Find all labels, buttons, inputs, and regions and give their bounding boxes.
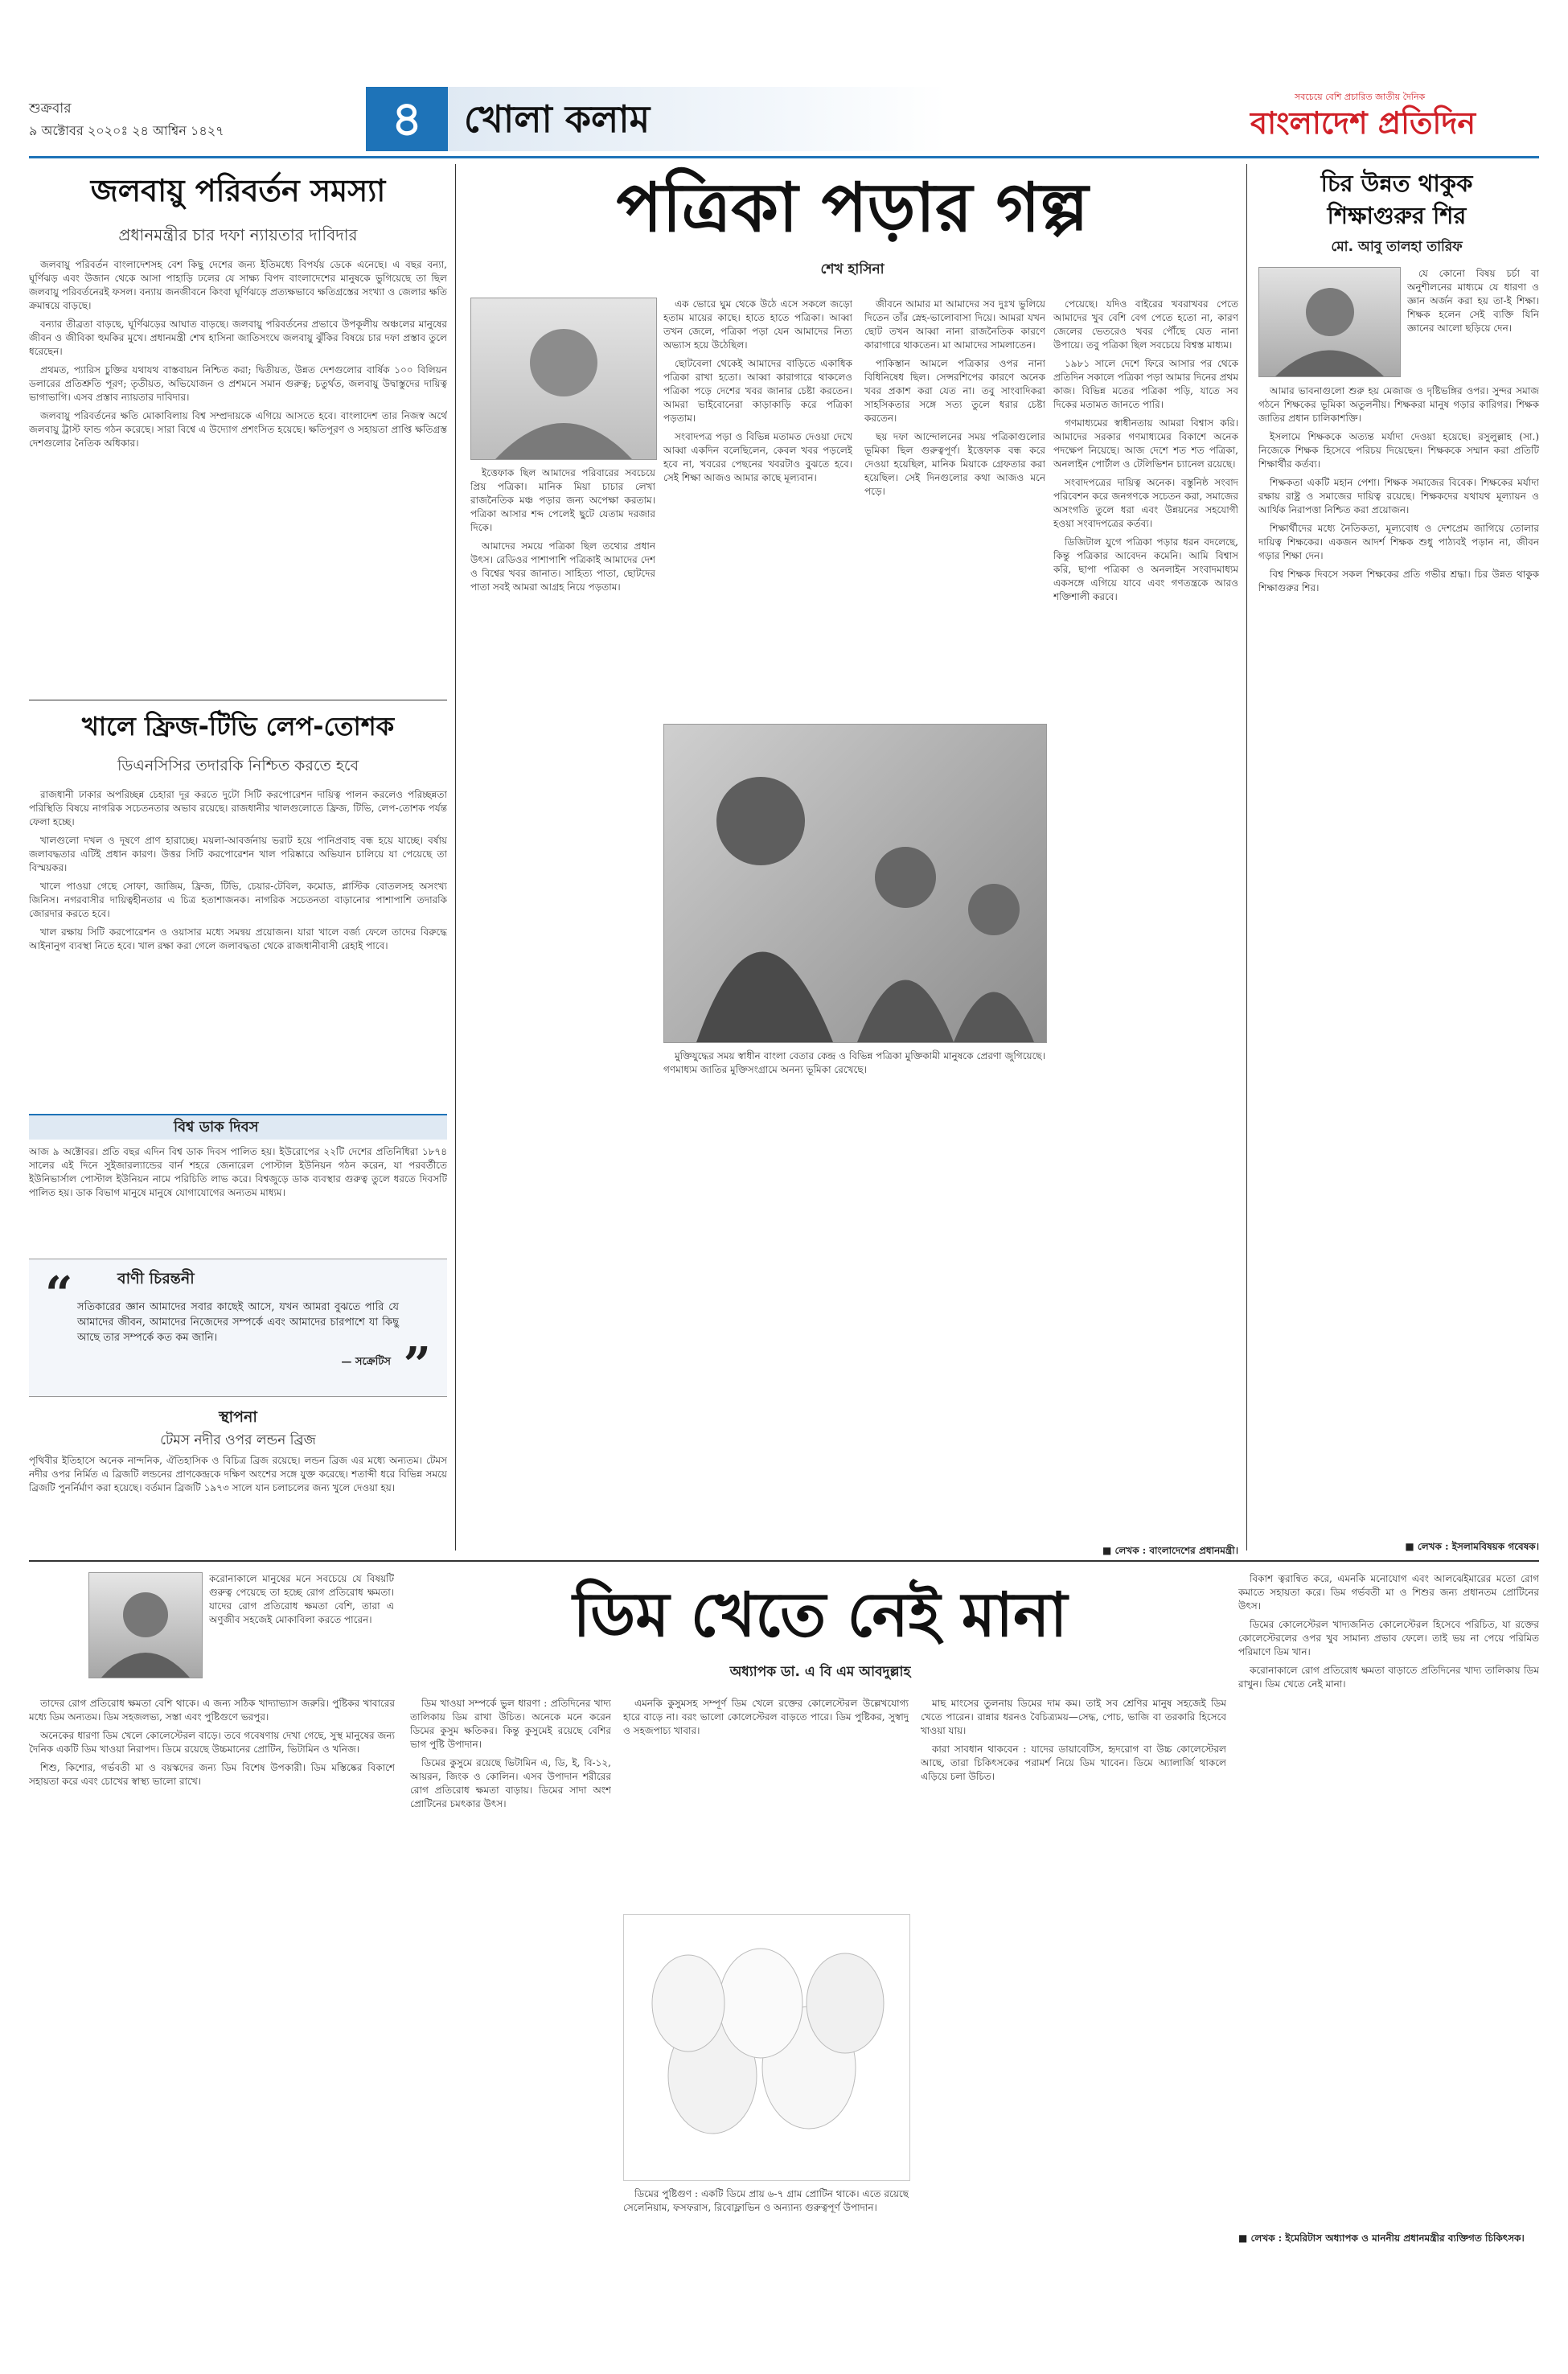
paragraph: সংবাদপত্রের দায়িত্ব অনেক। বস্তুনিষ্ঠ সংবাদ পরিবেশন করে জনগণকে সচেতন করা, সমাজের অসংগতি তুলে ধরা এবং উন্নয়নের সহযোগী হওয়া সংবাদপত্রের কর্তব্য। [1053, 477, 1238, 529]
column-divider [1246, 164, 1247, 1550]
quote-title: বাণী চিরন্তনী [117, 1270, 195, 1288]
portrait-icon [471, 298, 656, 459]
paragraph: খাল রক্ষায় সিটি করপোরেশন ও ওয়াসার মধ্যে সমন্বয় প্রয়োজন। যারা খালে বর্জ্য ফেলে তাদের বিরুদ্ধে আইনানুগ ব্যবস্থা নিতে হবে। খাল রক্ষা করা গেলে জলাবদ্ধতা থেকে রাজধানীবাসী রেহাই পাবে। [29, 926, 447, 951]
postal-title: বিশ্ব ডাক দিবস [174, 1119, 259, 1136]
eggs-col3-bottom [623, 2187, 909, 2260]
eggs-icon [624, 1915, 909, 2180]
teachers-headline-1: চির উন্নত থাকুক [1320, 170, 1473, 197]
paragraph: শিক্ষার্থীদের মধ্যে নৈতিকতা, মূল্যবোধ ও দেশপ্রেম জাগিয়ে তোলার দায়িত্ব শিক্ষকের। একজন আদর্শ শিক্ষক শুধু পাঠ্যবই পড়ান না, জীবন গড়ার শিক্ষা দেন। [1258, 523, 1539, 561]
paragraph: ডিমের পুষ্টিগুণ : একটি ডিমে প্রায় ৬-৭ গ্রাম প্রোটিন থাকে। এতে রয়েছে সেলেনিয়াম, ফসফরাস, রিবোফ্লাভিন ও অন্যান্য গুরুত্বপূর্ণ উপাদান। [623, 2188, 909, 2213]
paragraph: ছয় দফা আন্দোলনের সময় পত্রিকাগুলোর ভূমিকা ছিল গুরুত্বপূর্ণ। ইত্তেফাক বন্ধ করে দেওয়া হয়েছিল, মানিক মিয়াকে গ্রেফতার করা হয়েছিল। সেই দিনগুলোর কথা আজও মনে পড়ে। [864, 431, 1045, 497]
teacher-author-photo [1258, 267, 1401, 377]
paragraph: জলবায়ু পরিবর্তনের ক্ষতি মোকাবিলায় বিশ্ব সম্প্রদায়কে এগিয়ে আসতে হবে। বাংলাদেশ তার নিজস্ব অর্থে জলবায়ু ট্রাস্ট ফান্ড গঠন করেছে। সারা বিশ্বে এ উদ্যোগ প্রশংসিত হয়েছে। ক্ষতিপূরণ ও সহায়তা প্রাপ্তি ক্ষতিগ্রস্ত দেশগুলোর নৈতিক অধিকার। [29, 410, 447, 449]
main-col2-top [864, 298, 1045, 724]
climate-headline: জলবায়ু পরিবর্তন সমস্যা [90, 173, 386, 208]
main-author-note: ■ লেখক : বাংলাদেশের প্রধানমন্ত্রী। [1102, 1545, 1238, 1556]
eggs-col4 [921, 1697, 1226, 2252]
paragraph: ১৯৮১ সালে দেশে ফিরে আসার পর থেকে প্রতিদিন সকালে পত্রিকা পড়া আমার দিনের প্রথম কাজ। বিভিন্ন মতের পত্রিকা পড়ি, যাতে সব দিকের মতামত জানতে পারি। [1053, 358, 1238, 410]
paragraph: মুক্তিযুদ্ধের সময় স্বাধীন বাংলা বেতার কেন্দ্র ও বিভিন্ন পত্রিকা মুক্তিকামী মানুষকে প্রেরণা জুগিয়েছে। গণমাধ্যম জাতির মুক্তিসংগ্রামে অনন্য ভূমিকা রেখেছে। [663, 1050, 1045, 1075]
main-col3 [1053, 298, 1238, 1552]
eggs-col1 [29, 1697, 395, 2252]
portrait-icon [1259, 268, 1400, 376]
paragraph: সংবাদপত্র পড়া ও বিভিন্ন মতামত দেওয়া দেখে আব্বা একদিন বলেছিলেন, কেবল খবর পড়লেই হবে না, খবরের পেছনের খবরটাও বুঝতে হবে। সেই শিক্ষা আজও আমার কাছে মূল্যবান। [663, 431, 852, 483]
postal-body: আজ ৯ অক্টোবর। প্রতি বছর এদিন বিশ্ব ডাক দিবস পালিত হয়। ইউরোপের ২২টি দেশের প্রতিনিধিরা ১৮৭৪ সালের এই দিনে সুইজারল্যান্ডের বার্ন শহরে জেনারেল পোস্টাল ইউনিয়ন গঠন করেন, যা পরবর্তীতে ইউনিভার্সাল পোস্টাল ইউনিয়ন নামে পরিচিতি লাভ করে। বিশ্বজুড়ে ডাক ব্যবস্থার গুরুত্ব তুলে ধরতে দিবসটি পালিত হয়। ডাক বিভাগ মানুষে মানুষে যোগাযোগের অন্যতম মাধ্যম। [29, 1146, 447, 1198]
column-divider [455, 164, 456, 1550]
paragraph: করোনাকালে রোগ প্রতিরোধ ক্ষমতা বাড়াতে প্রতিদিনের খাদ্য তালিকায় ডিম রাখুন। ডিম খেতে নেই মানা। [1238, 1665, 1539, 1690]
climate-body [29, 258, 447, 709]
arch-title: স্থাপনা [219, 1408, 257, 1426]
paragraph: জীবনে আমার মা আমাদের সব দুঃখ ভুলিয়ে দিতেন তাঁর স্নেহ-ভালোবাসা দিয়ে। আমরা যখন ছোট তখন আব্বা নানা রাজনৈতিক কারণে কারাগারে থাকতেন। মা আমাদের সামলাতেন। [864, 298, 1045, 351]
eggs-photo [623, 1914, 910, 2181]
eggs-headline: ডিম খেতে নেই মানা [573, 1579, 1068, 1650]
header-day: শুক্রবার [29, 101, 72, 117]
page-number: ৪ [391, 91, 423, 147]
teachers-author-note: ■ লেখক : ইসলামবিষয়ক গবেষক। [1405, 1541, 1539, 1552]
eggs-col3-top [623, 1697, 909, 1906]
section-divider [29, 1560, 1539, 1562]
fridge-body [29, 788, 447, 1126]
teachers-headline-2: শিক্ষাগুরুর শির [1327, 202, 1467, 229]
paragraph: গণমাধ্যমের স্বাধীনতায় আমরা বিশ্বাস করি। আমাদের সরকার গণমাধ্যমের বিকাশে অনেক পদক্ষেপ নিয়েছে। আজ দেশে শত শত পত্রিকা, অনলাইন পোর্টাল ও টেলিভিশন চ্যানেল রয়েছে। [1053, 417, 1238, 470]
paragraph: বন্যার তীব্রতা বাড়ছে, ঘূর্ণিঝড়ের আঘাত বাড়ছে। জলবায়ু পরিবর্তনের প্রভাবে উপকূলীয় অঞ্চলের মানুষের জীবন ও জীবিকা হুমকির মুখে। প্রধানমন্ত্রী শেখ হাসিনা জাতিসংঘে জলবায়ু ঝুঁকির বিষয়ে চার দফা প্রস্তাব তুলে ধরেছেন। [29, 318, 447, 357]
main-col1-bottom [470, 466, 655, 1544]
eggs-author-note: ■ লেখক : ইমেরিটাস অধ্যাপক ও মাননীয় প্রধানমন্ত্রীর ব্যক্তিগত চিকিৎসক। [1238, 2232, 1525, 2244]
quote-box [29, 1259, 447, 1397]
postal-title-bar [29, 1114, 447, 1140]
paragraph: প্রথমত, প্যারিস চুক্তির যথাযথ বাস্তবায়ন নিশ্চিত করা; দ্বিতীয়ত, উন্নত দেশগুলোর বার্ষিক ১০০ বিলিয়ন ডলারের প্রতিশ্রুতি পূরণ; তৃতীয়ত, অভিযোজন ও প্রশমনে সমান গুরুত্ব; চতুর্থত, জলবায়ু উদ্বাস্তুদের দায়িত্ব ভাগাভাগি। এসব প্রস্তাব ন্যায়তার দাবিদার। [29, 364, 447, 403]
family-photo [663, 724, 1047, 1043]
paragraph: ডিমের কোলেস্টেরল খাদ্যজনিত কোলেস্টেরল হিসেবে পরিচিত, যা রক্তের কোলেস্টেরলের ওপর খুব সামান্য প্রভাব ফেলে। তাই ভয় না পেয়ে পরিমিত পরিমাণে ডিম খান। [1238, 1619, 1539, 1657]
eggs-author-photo [88, 1572, 203, 1678]
paragraph: শিক্ষকতা একটি মহান পেশা। শিক্ষক সমাজের বিবেক। শিক্ষকের মর্যাদা রক্ষায় রাষ্ট্র ও সমাজের দায়িত্ব রয়েছে। শিক্ষকদের যথাযথ মূল্যায়ন ও আর্থিক নিরাপত্তা নিশ্চিত করা প্রয়োজন। [1258, 477, 1539, 515]
section-name: খোলা কলাম [464, 97, 651, 141]
section-banner [448, 87, 946, 151]
eggs-col2 [410, 1697, 611, 2252]
paragraph: ইত্তেফাক ছিল আমাদের পরিবারের সবচেয়ে প্রিয় পত্রিকা। মানিক মিয়া চাচার লেখা রাজনৈতিক মঞ্চ পড়ার জন্য অপেক্ষা করতাম। পত্রিকা আসার শব্দ পেলেই ছুটে যেতাম দরজার দিকে। [470, 467, 655, 533]
quote-text: সতিকারের জ্ঞান আমাদের সবার কাছেই আসে, যখন আমরা বুঝতে পারি যে আমাদের জীবন, আমাদের নিজেদের সম্পর্কে এবং আমাদের চারপাশে যা কিছু আছে তার সম্পর্কে কত কম জানি। [77, 1301, 399, 1344]
eggs-intro: করোনাকালে মানুষের মনে সবচেয়ে যে বিষয়টি গুরুত্ব পেয়েছে তা হচ্ছে রোগ প্রতিরোধ ক্ষমতা। যাদের রোগ প্রতিরোধ ক্ষমতা বেশি, তারা এ অণুজীব সহজেই মোকাবিলা করতে পারেন। [209, 1573, 394, 1625]
paragraph: ডিম খাওয়া সম্পর্কে ভুল ধারণা : প্রতিদিনের খাদ্য তালিকায় ডিম রাখা উচিত। অনেকে মনে করেন ডিমের কুসুম ক্ষতিকর। কিন্তু কুসুমেই রয়েছে বেশির ভাগ পুষ্টি উপাদান। [410, 1698, 611, 1750]
fridge-subhead: ডিএনসিসির তদারকি নিশ্চিত করতে হবে [117, 757, 359, 774]
main-col1-top [663, 298, 852, 619]
teachers-byline: মো. আবু তালহা তারিফ [1331, 239, 1463, 255]
paragraph: ডিমের কুসুমে রয়েছে ভিটামিন এ, ডি, ই, বি-১২, আয়রন, জিংক ও কোলিন। এসব উপাদান শরীরের রোগ প্রতিরোধ ক্ষমতা বাড়ায়। ডিমের সাদা অংশ প্রোটিনের চমৎকার উৎস। [410, 1757, 611, 1809]
paragraph: রাজধানী ঢাকার অপরিচ্ছন্ন চেহারা দূর করতে দুটো সিটি করপোরেশন দায়িত্ব পালন করলেও পরিচ্ছন্নতা পরিস্থিতি বিষয়ে নাগরিক সচেতনতার অভাব রয়েছে। রাজধানীর খালগুলোতে ফ্রিজ, টিভি, লেপ-তোশক পর্যন্ত ফেলা হচ্ছে। [29, 789, 447, 828]
teachers-body-top [1407, 267, 1539, 380]
main-byline: শেখ হাসিনা [820, 261, 885, 277]
paragraph: এমনকি কুসুমসহ সম্পূর্ণ ডিম খেলে রক্তের কোলেস্টেরল উল্লেখযোগ্য হারে বাড়ে না। বরং ভালো কোলেস্টেরল বাড়তে পারে। ডিম পুষ্টিকর, সুস্বাদু ও সহজপাচ্য খাবার। [623, 1698, 909, 1736]
paragraph: পাকিস্তান আমলে পত্রিকার ওপর নানা বিধিনিষেধ ছিল। সেন্সরশিপের কারণে অনেক খবর প্রকাশ করা যেত না। তবু সাংবাদিকরা সাহসিকতার সঙ্গে সত্য তুলে ধরার চেষ্টা করতেন। [864, 358, 1045, 424]
paragraph: জলবায়ু পরিবর্তন বাংলাদেশসহ বেশ কিছু দেশের জন্য ইতিমধ্যে বিপর্যয় ডেকে এনেছে। এ বছর বন্যা, ঘূর্ণিঝড় এবং উজান থেকে আসা পাহাড়ি ঢলের যে সাক্ষ্য বিপদ বাংলাদেশের মানুষকে ভুগিয়েছে তা ছিল জলবায়ু পরিবর্তনেরই ফসল। বন্যায় জনজীবনে কিংবা ঘূর্ণিঝড়ে প্রত্যক্ষভাবে ক্ষতিগ্রস্তের সংখ্যা ও জেলার ক্ষতি ক্রমান্বয়ে বাড়ছে। [29, 259, 447, 311]
eggs-col5 [1238, 1572, 1539, 2224]
main-headline: পত্রিকা পড়ার গল্প [616, 168, 1089, 247]
portrait-icon [89, 1573, 202, 1678]
paragraph: কারা সাবধান থাকবেন : যাদের ডায়াবেটিস, হৃদরোগ বা উচ্চ কোলেস্টেরল আছে, তারা চিকিৎসকের পরামর্শ নিয়ে ডিম খাবেন। ডিমে অ্যালার্জি থাকলে এড়িয়ে চলা উচিত। [921, 1744, 1226, 1782]
arch-body: পৃথিবীর ইতিহাসে অনেক নান্দনিক, ঐতিহাসিক ও বিচিত্র ব্রিজ রয়েছে। লন্ডন ব্রিজ এর মধ্যে অন্যতম। টেমস নদীর ওপর নির্মিত এ ব্রিজটি লন্ডনের প্রাণকেন্দ্রকে দক্ষিণ অংশের সঙ্গে যুক্ত করেছে। শতাব্দী ধরে বিভিন্ন সময়ে ব্রিজটি পুনর্নির্মাণ করা হয়েছে। বর্তমান ব্রিজটি ১৯৭৩ সালে যান চলাচলের জন্য খুলে দেওয়া হয়। [29, 1455, 447, 1493]
paragraph: তাদের রোগ প্রতিরোধ ক্ষমতা বেশি থাকে। এ জন্য সঠিক খাদ্যাভ্যাস জরুরি। পুষ্টিকর খাবারের মধ্যে ডিম অন্যতম। ডিম সহজলভ্য, সস্তা এবং পুষ্টিগুণে ভরপুর। [29, 1698, 395, 1723]
quote-close-icon: ” [403, 1337, 431, 1394]
climate-subhead: প্রধানমন্ত্রীর চার দফা ন্যায়তার দাবিদার [118, 225, 358, 244]
paragraph: ইসলামে শিক্ষককে অত্যন্ত মর্যাদা দেওয়া হয়েছে। রসুলুল্লাহ (সা.) নিজেকে শিক্ষক হিসেবে পরিচয় দিয়েছেন। শিক্ষককে সম্মান করা প্রতিটি শিক্ষার্থীর কর্তব্য। [1258, 431, 1539, 470]
children-photo-icon [664, 725, 1046, 1042]
masthead-rule [29, 156, 1539, 158]
author-portrait [470, 298, 657, 460]
newspaper-logo: বাংলাদেশ প্রতিদিন [1250, 105, 1476, 141]
paragraph: বিকাশ ত্বরান্বিত করে, এমনকি মনোযোগ এবং আলঝেইমারের মতো রোগ কমাতে সহায়তা করে। ডিম গর্ভবতী মা ও শিশুর জন্য প্রধানতম প্রোটিনের উৎস। [1238, 1573, 1539, 1612]
paragraph: খালে পাওয়া গেছে সোফা, জাজিম, ফ্রিজ, টিভি, চেয়ার-টেবিল, কমোড, প্লাস্টিক বোতলসহ অসংখ্য জিনিস। নগরবাসীর দায়িত্বহীনতার এ চিত্র হতাশাজনক। নাগরিক সচেতনতা বাড়ানোর পাশাপাশি তদারকি জোরদার করতে হবে। [29, 881, 447, 919]
logo-tagline: সবচেয়ে বেশি প্রচারিত জাতীয় দৈনিক [1295, 92, 1426, 102]
paragraph: বিশ্ব শিক্ষক দিবসে সকল শিক্ষকের প্রতি গভীর শ্রদ্ধা। চির উন্নত থাকুক শিক্ষাগুরুর শির। [1258, 569, 1539, 594]
paragraph: যে কোনো বিষয় চর্চা বা অনুশীলনের মাধ্যমে যে ধারণা ও জ্ঞান অর্জন করা হয় তা-ই শিক্ষা। শিক্ষক হলেন সেই ব্যক্তি যিনি জ্ঞানের আলো ছড়িয়ে দেন। [1407, 268, 1539, 334]
fridge-box [29, 706, 447, 1126]
page-number-box [366, 87, 448, 151]
paragraph: মাছ মাংসের তুলনায় ডিমের দাম কম। তাই সব শ্রেণির মানুষ সহজেই ডিম খেতে পারেন। রান্নার ধরনও বৈচিত্র্যময়—সেদ্ধ, পোচ, ভাজি বা তরকারি হিসেবে খাওয়া যায়। [921, 1698, 1226, 1736]
main-col2-bottom [663, 1049, 1045, 1548]
paragraph: পেয়েছে। যদিও বাইরের খবরাখবর পেতে আমাদের খুব বেশি বেগ পেতে হতো না, কারণ জেলের ভেতরেও খবর পৌঁছে যেত নানা উপায়ে। তবু পত্রিকা ছিল সবচেয়ে বিশ্বস্ত মাধ্যম। [1053, 298, 1238, 351]
arch-subtitle: টেমস নদীর ওপর লন্ডন ব্রিজ [160, 1432, 316, 1448]
header-date: ৯ অক্টোবর ২০২০ঃ ২৪ আশ্বিন ১৪২৭ [29, 123, 224, 138]
paragraph: ছোটবেলা থেকেই আমাদের বাড়িতে একাধিক পত্রিকা রাখা হতো। আব্বা কারাগারে থাকলেও পত্রিকা পড়ে দেশের খবর জানার চেষ্টা করতেন। আমরা ভাইবোনেরা কাড়াকাড়ি করে পত্রিকা পড়তাম। [663, 358, 852, 424]
paragraph: অনেকের ধারণা ডিম খেলে কোলেস্টেরল বাড়ে। তবে গবেষণায় দেখা গেছে, সুস্থ মানুষের জন্য দৈনিক একটি ডিম খাওয়া নিরাপদ। ডিমে রয়েছে উচ্চমানের প্রোটিন, ভিটামিন ও খনিজ। [29, 1730, 395, 1755]
fridge-headline: খালে ফ্রিজ-টিভি লেপ-তোশক [81, 711, 395, 741]
paragraph: আমার ভাবনাগুলো শুরু হয় মেজাজ ও দৃষ্টিভঙ্গির ওপর। সুন্দর সমাজ গঠনে শিক্ষকের ভূমিকা অতুলনীয়। শিক্ষকরা মানুষ গড়ার কারিগর। শিক্ষক জাতির প্রধান চালিকাশক্তি। [1258, 385, 1539, 424]
paragraph: এক ভোরে ঘুম থেকে উঠে এসে সকলে জড়ো হতাম মায়ের কাছে। হাতে হাতে পত্রিকা। আব্বা তখন জেলে, পত্রিকা পড়া যেন আমাদের নিত্য অভ্যাস হয়ে উঠেছিল। [663, 298, 852, 351]
quote-open-icon: “ [45, 1267, 73, 1323]
teachers-body [1258, 384, 1539, 1534]
paragraph: আমাদের সময়ে পত্রিকা ছিল তথ্যের প্রধান উৎস। রেডিওর পাশাপাশি পত্রিকাই আমাদের দেশ ও বিশ্বের খবর জানাত। সাহিত্য পাতা, ছোটদের পাতা সবই আমরা আগ্রহ নিয়ে পড়তাম। [470, 540, 655, 593]
paragraph: শিশু, কিশোর, গর্ভবতী মা ও বয়স্কদের জন্য ডিম বিশেষ উপকারী। ডিম মস্তিষ্কের বিকাশে সহায়তা করে এবং চোখের স্বাস্থ্য ভালো রাখে। [29, 1762, 395, 1787]
quote-author: — সক্রেটিস [341, 1356, 391, 1368]
eggs-byline: অধ্যাপক ডা. এ বি এম আবদুল্লাহ [729, 1664, 911, 1680]
paragraph: ডিজিটাল যুগে পত্রিকা পড়ার ধরন বদলেছে, কিন্তু পত্রিকার আবেদন কমেনি। আমি বিশ্বাস করি, ছাপা পত্রিকা ও অনলাইন সংবাদমাধ্যম একসঙ্গে এগিয়ে যাবে এবং গণতন্ত্রকে আরও শক্তিশালী করবে। [1053, 536, 1238, 602]
paragraph: খালগুলো দখল ও দূষণে প্রাণ হারাচ্ছে। ময়লা-আবর্জনায় ভরাট হয়ে পানিপ্রবাহ বন্ধ হয়ে যাচ্ছে। বর্ষায় জলাবদ্ধতার এটিই প্রধান কারণ। উত্তর সিটি করপোরেশন খাল পরিষ্কারে অভিযান চালিয়ে যা পেয়েছে তা বিস্ময়কর। [29, 835, 447, 873]
